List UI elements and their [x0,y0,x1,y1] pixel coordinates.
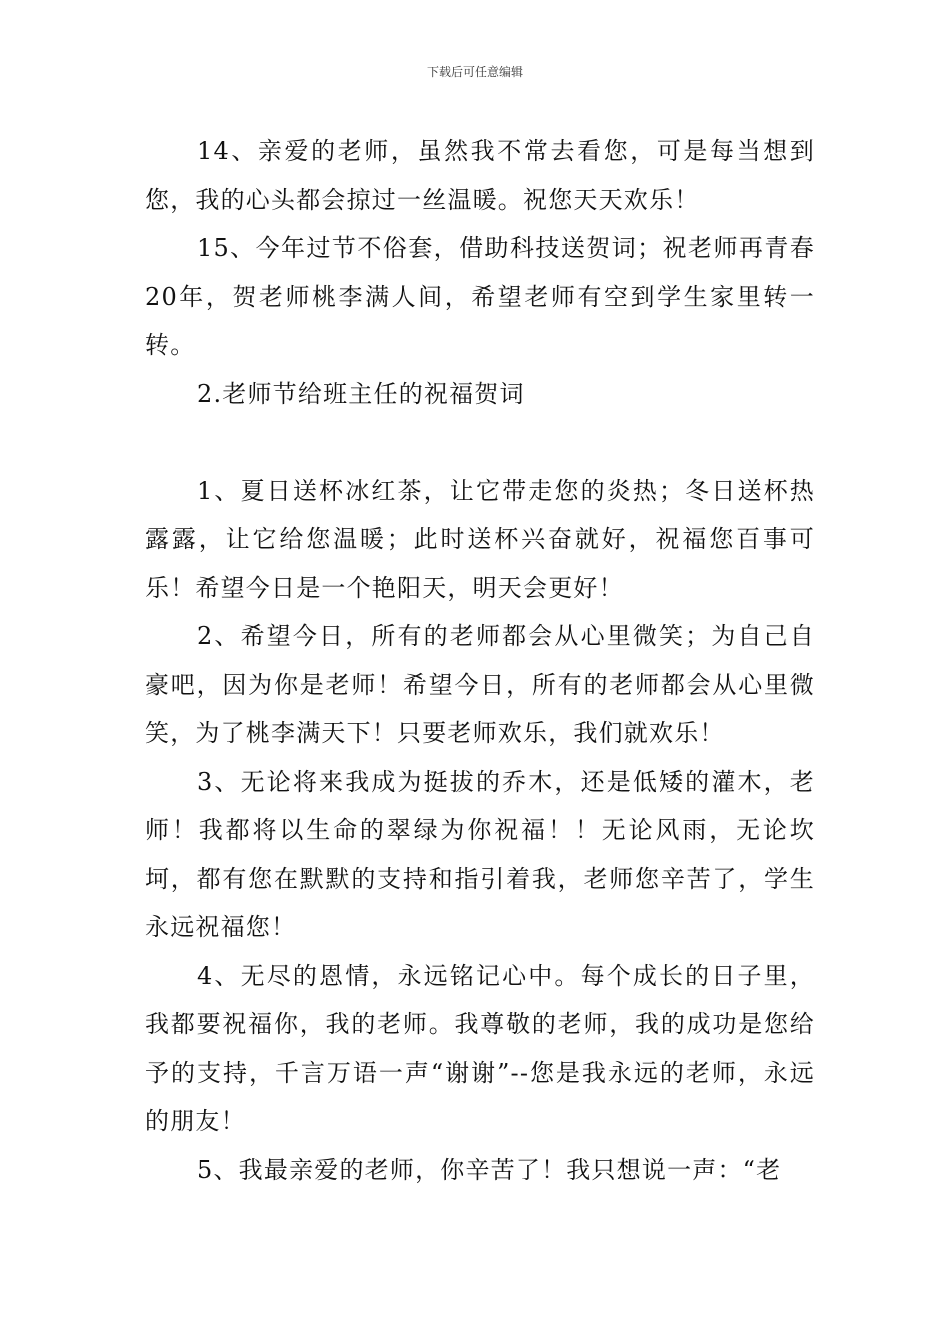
document-body [145,127,815,1194]
paragraph-wish-3: 3、无论将来我成为挺拔的乔木，还是低矮的灌木，老师！我都将以生命的翠绿为你祝福！！无论风雨，无论坎坷，都有您在默默的支持和指引着我，老师您辛苦了，学生永远祝福您！ [145,767,815,941]
section-heading: 2.老师节给班主任的祝福贺词 [197,379,525,408]
paragraph-wish-5: 5、我最亲爱的老师，你辛苦了！我只想说一声：“老 [197,1155,782,1184]
paragraph-wish-1: 1、夏日送杯冰红茶，让它带走您的炎热；冬日送杯热露露，让它给您温暖；此时送杯兴奋就好，祝福您百事可乐！希望今日是一个艳阳天，明天会更好！ [145,476,815,602]
paragraph-wish-2: 2、希望今日，所有的老师都会从心里微笑；为自己自豪吧，因为你是老师！希望今日，所有的老师都会从心里微笑，为了桃李满天下！只要老师欢乐，我们就欢乐！ [145,622,815,747]
page-header-note: 下载后可任意编辑 [426,65,523,79]
paragraph-wish-4: 4、无尽的恩情，永远铭记心中。每个成长的日子里，我都要祝福你，我的老师。我尊敬的老师，我的成功是您给予的支持，千言万语一声“谢谢”--您是我永远的老师，永远的朋友！ [145,961,815,1135]
paragraph-wish-14: 14、亲爱的老师，虽然我不常去看您，可是每当想到您，我的心头都会掠过一丝温暖。祝您天天欢乐！ [145,137,815,214]
paragraph-wish-15: 15、今年过节不俗套，借助科技送贺词；祝老师再青春20年，贺老师桃李满人间，希望老师有空到学生家里转一转。 [145,234,815,359]
blank-line [145,418,815,467]
